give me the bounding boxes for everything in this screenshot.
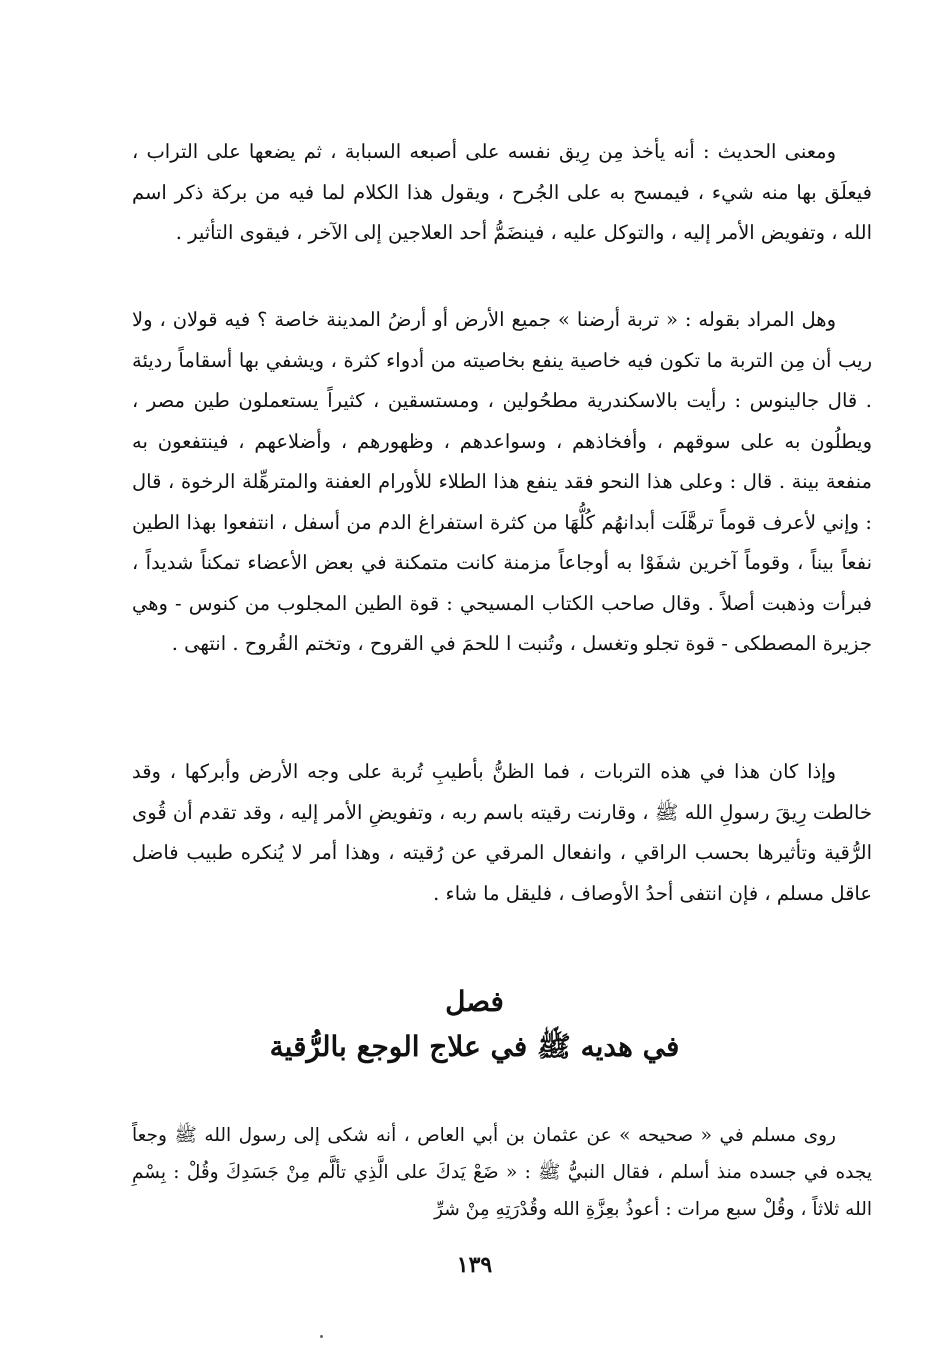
paragraph-4: روى مسلم في « صحيحه » عن عثمان بن أبي العاص ، أنه شكى إلى رسول الله ﷺ وجعاً يجده في جسده منذ أسلم ، فقال النبيُّ ﷺ : « ضَعْ يَدكَ على الَّذِي تألَّم مِنْ جَسَدِكَ وقُلْ : بِسْمِ الله ثلاثاً ، وقُلْ سبع مرات : أعوذُ بعِزَّةِ الله وقُدْرَتِهِ مِنْ شرِّ: [132, 1125, 872, 1220]
section-label: فصل: [445, 985, 504, 1018]
paragraph-3: وإذا كان هذا في هذه التربات ، فما الظنُّ بأطيبِ تُربة على وجه الأرض وأبركها ، وقد خالطت رِيقَ رسولِ الله ﷺ ، وقارنت رقيته باسم ربه ، وتفويضِ الأمر إليه ، وقد تقدم أن قُوى الرُّقية وتأثيرها بحسب الراقي ، وانفعال المرقي عن رُقيته ، وهذا أمر لا يُنكره طبيب فاضل عاقل مسلم ، فإن انتفى أحدُ الأوصاف ، فليقل ما شاء .: [132, 760, 872, 905]
paragraph-1: ومعنى الحديث : أنه يأخذ مِن رِيق نفسه على أصبعه السبابة ، ثم يضعها على التراب ، فيعلَق بها منه شيء ، فيمسح به على الجُرح ، ويقول هذا الكلام لما فيه من بركة ذكر اسم الله ، وتفويض الأمر إليه ، والتوكل عليه ، فينضَمُّ أحد العلاجين إلى الآخر ، فيقوى التأثير .: [132, 140, 872, 244]
section-title: في هديه ﷺ في علاج الوجع بالرُّقية: [269, 1030, 680, 1063]
page-number: ١٣٩: [456, 1252, 493, 1278]
paragraph-2: وهل المراد بقوله : « تربة أرضنا » جميع الأرض أو أرضُ المدينة خاصة ؟ فيه قولان ، ولا ريب أن مِن التربة ما تكون فيه خاصية ينفع بخاصيته من أدواء كثرة ، ويشفي بها أسقاماً رديئة . قال جالينوس : رأيت بالاسكندرية مطحُولين ، ومستسقين ، كثيراً يستعملون طين مصر ، ويطلُون به على سوقهم ، وأفخاذهم ، وسواعدهم ، وظهورهم ، وأضلاعهم ، فينتفعون به منفعة بينة . قال : وعلى هذا النحو فقد ينفع هذا الطلاء للأورام العفنة والمترهِّلة الرخوة ، قال : وإني لأعرف قوماً ترهَّلَت أبدانهُم كُلُّهَا من كثرة استفراغ الدم من أسفل ، انتفعوا بهذا الطين نفعاً بيناً ، وقوماً آخرين شفَوْا به أوجاعاً مزمنة كانت متمكنة في بعض الأعضاء تمكناً شديداً ، فبرأت وذهبت أصلاً . وقال صاحب الكتاب المسيحي : قوة الطين المجلوب من كنوس - وهي جزيرة المصطكى - قوة تجلو وتغسل ، وتُنبت ا للحمَ في القروح ، وتختم القُروح . انتهى .: [132, 308, 872, 655]
scan-speck: [320, 1335, 323, 1338]
